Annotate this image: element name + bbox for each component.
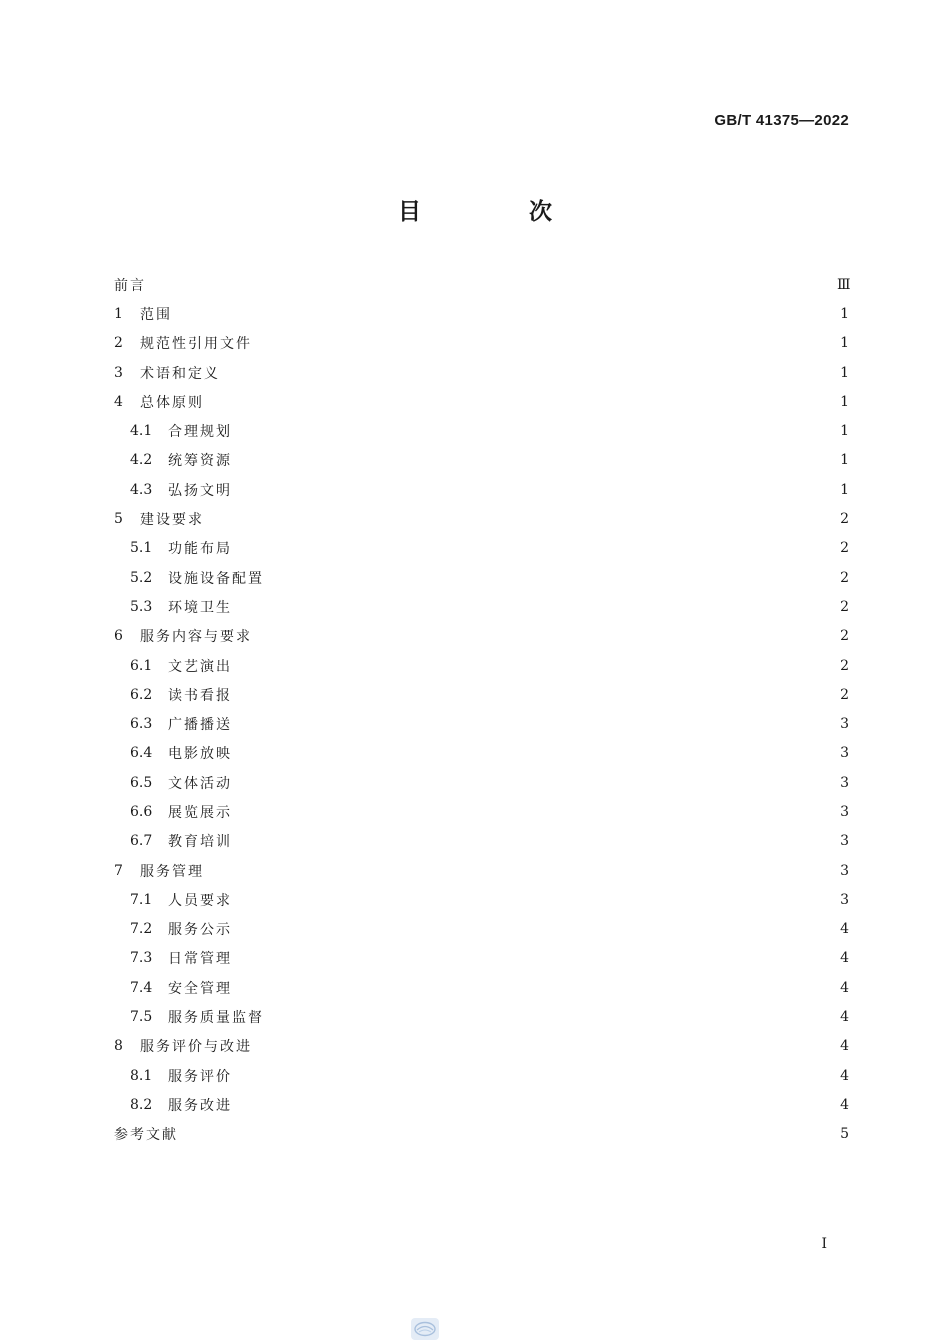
toc-entry-title: 服务评价 <box>168 1068 232 1085</box>
toc-dot-leader <box>242 746 831 760</box>
toc-dot-leader <box>182 307 831 321</box>
toc-dot-leader <box>242 424 831 438</box>
toc-entry-title: 服务评价与改进 <box>140 1039 252 1056</box>
toc-entry[interactable] <box>114 534 849 563</box>
toc-entry-page: 3 <box>840 833 849 850</box>
toc-entry[interactable] <box>114 475 849 504</box>
toc-entry-page: 1 <box>840 452 849 469</box>
toc-entry-number: 1 <box>114 305 123 322</box>
toc-entry-number: 6.3 <box>130 716 153 733</box>
toc-entry[interactable] <box>114 827 849 856</box>
toc-entry-title: 服务质量监督 <box>168 1010 264 1027</box>
toc-entry[interactable] <box>114 416 849 445</box>
toc-entry-page: 5 <box>840 1126 849 1143</box>
toc-entry-number: 5 <box>114 511 123 528</box>
toc-entry-page: 2 <box>840 628 849 645</box>
toc-entry-page: 3 <box>840 745 849 762</box>
toc-entry[interactable] <box>114 768 849 797</box>
toc-entry[interactable] <box>114 651 849 680</box>
toc-entry-title: 读书看报 <box>168 687 232 704</box>
toc-entry-page: 2 <box>840 598 849 615</box>
toc-dot-leader <box>188 1127 831 1141</box>
toc-entry[interactable] <box>114 387 849 416</box>
toc-entry-title: 安全管理 <box>168 980 232 997</box>
toc-dot-leader <box>242 717 831 731</box>
toc-entry[interactable] <box>114 592 849 621</box>
toc-entry[interactable] <box>114 329 849 358</box>
toc-entry[interactable] <box>114 885 849 914</box>
toc-entry[interactable] <box>114 1002 849 1031</box>
sac-logo-icon <box>411 1318 439 1340</box>
toc-entry[interactable] <box>114 446 849 475</box>
toc-entry-title: 文体活动 <box>168 775 232 792</box>
toc-entry-page: 2 <box>840 686 849 703</box>
toc-dot-leader <box>242 922 831 936</box>
toc-entry-page: 4 <box>840 1067 849 1084</box>
toc-entry-number: 6.5 <box>130 774 153 791</box>
toc-entry[interactable] <box>114 709 849 738</box>
toc-entry-title: 人员要求 <box>168 892 232 909</box>
toc-entry-page: 3 <box>840 774 849 791</box>
toc-entry-number: 4.3 <box>130 481 153 498</box>
page-number: Ⅰ <box>821 1236 827 1252</box>
toc-entry-title: 合理规划 <box>168 424 232 441</box>
toc-dot-leader <box>214 864 831 878</box>
toc-dot-leader <box>262 336 831 350</box>
toc-entry-page: 2 <box>840 540 849 557</box>
toc-dot-leader <box>242 834 831 848</box>
toc-dot-leader <box>242 776 831 790</box>
table-of-contents <box>114 270 849 1149</box>
toc-entry[interactable] <box>114 1090 849 1119</box>
toc-entry-page: 4 <box>840 1096 849 1113</box>
toc-entry-title: 展览展示 <box>168 804 232 821</box>
toc-entry-page: 2 <box>840 657 849 674</box>
toc-dot-leader <box>262 629 831 643</box>
toc-dot-leader <box>242 951 831 965</box>
toc-entry-number: 8 <box>114 1038 123 1055</box>
toc-entry-title: 范围 <box>140 306 172 323</box>
toc-dot-leader <box>242 659 831 673</box>
toc-dot-leader <box>214 512 831 526</box>
sac-logo-graphic <box>413 1320 437 1338</box>
toc-entry-number: 7.4 <box>130 979 153 996</box>
toc-entry-page: 3 <box>840 862 849 879</box>
toc-dot-leader <box>242 483 831 497</box>
toc-entry[interactable] <box>114 299 849 328</box>
page-title: 目 次 <box>397 199 602 225</box>
toc-entry-page: 4 <box>840 921 849 938</box>
toc-entry-page: 1 <box>840 423 849 440</box>
toc-entry-number: 6.2 <box>130 686 153 703</box>
toc-entry-number: 5.1 <box>130 540 153 557</box>
toc-entry-number: 4.2 <box>130 452 153 469</box>
toc-entry-number: 7.1 <box>130 891 153 908</box>
toc-entry-number: 7.5 <box>130 1009 153 1026</box>
toc-entry-page: 3 <box>840 891 849 908</box>
toc-entry[interactable] <box>114 358 849 387</box>
toc-entry-title: 总体原则 <box>140 394 204 411</box>
toc-dot-leader <box>242 453 831 467</box>
toc-dot-leader <box>274 571 831 585</box>
toc-entry-page: 4 <box>840 979 849 996</box>
toc-entry-title: 日常管理 <box>168 951 232 968</box>
toc-entry-number: 6.7 <box>130 833 153 850</box>
toc-entry-number: 5.3 <box>130 598 153 615</box>
standard-code: GB/T 41375—2022 <box>714 112 849 129</box>
toc-entry[interactable] <box>114 270 849 299</box>
toc-entry-page: 3 <box>840 716 849 733</box>
toc-entry-number: 4 <box>114 393 123 410</box>
toc-entry-number: 6 <box>114 628 123 645</box>
toc-entry-title: 服务内容与要求 <box>140 629 252 646</box>
toc-entry-title: 服务改进 <box>168 1097 232 1114</box>
toc-dot-leader <box>242 541 831 555</box>
toc-entry[interactable] <box>114 563 849 592</box>
toc-entry-title: 统筹资源 <box>168 453 232 470</box>
toc-entry-title: 术语和定义 <box>140 365 220 382</box>
toc-entry[interactable] <box>114 1032 849 1061</box>
toc-entry-title: 环境卫生 <box>168 599 232 616</box>
toc-dot-leader <box>156 278 831 292</box>
toc-entry-page: 1 <box>840 393 849 410</box>
toc-entry-number: 6.4 <box>130 745 153 762</box>
toc-entry-title: 设施设备配置 <box>168 570 264 587</box>
toc-entry-page: 1 <box>840 481 849 498</box>
toc-dot-leader <box>242 1098 831 1112</box>
toc-entry-title: 规范性引用文件 <box>140 336 252 353</box>
toc-entry[interactable] <box>114 504 849 533</box>
toc-entry-page: 4 <box>840 1038 849 1055</box>
toc-entry-title: 功能布局 <box>168 541 232 558</box>
toc-entry[interactable] <box>114 797 849 826</box>
toc-entry-number: 7 <box>114 862 123 879</box>
toc-entry[interactable] <box>114 944 849 973</box>
toc-entry[interactable] <box>114 739 849 768</box>
toc-dot-leader <box>274 1010 831 1024</box>
toc-dot-leader <box>242 981 831 995</box>
toc-entry-number: 7.2 <box>130 921 153 938</box>
toc-entry-title: 前言 <box>114 277 146 294</box>
toc-entry[interactable] <box>114 622 849 651</box>
toc-entry-number: 3 <box>114 364 123 381</box>
toc-dot-leader <box>214 395 831 409</box>
toc-entry-title: 服务公示 <box>168 922 232 939</box>
toc-entry-title: 建设要求 <box>140 512 204 529</box>
toc-dot-leader <box>242 893 831 907</box>
toc-entry-number: 8.2 <box>130 1096 153 1113</box>
toc-entry[interactable] <box>114 680 849 709</box>
toc-dot-leader <box>242 1069 831 1083</box>
toc-entry-number: 2 <box>114 335 123 352</box>
toc-entry-number: 4.1 <box>130 423 153 440</box>
toc-entry-title: 教育培训 <box>168 834 232 851</box>
toc-entry[interactable] <box>114 856 849 885</box>
toc-entry[interactable] <box>114 915 849 944</box>
toc-entry-title: 参考文献 <box>114 1127 178 1144</box>
toc-entry-page: Ⅲ <box>837 276 851 293</box>
toc-entry-title: 弘扬文明 <box>168 482 232 499</box>
toc-entry-number: 5.2 <box>130 569 153 586</box>
toc-entry-number: 8.1 <box>130 1067 153 1084</box>
toc-entry-title: 文艺演出 <box>168 658 232 675</box>
toc-dot-leader <box>262 1039 831 1053</box>
toc-entry-page: 3 <box>840 803 849 820</box>
toc-entry-page: 1 <box>840 335 849 352</box>
toc-dot-leader <box>230 366 831 380</box>
toc-entry-page: 1 <box>840 305 849 322</box>
toc-dot-leader <box>242 805 831 819</box>
toc-entry-number: 6.1 <box>130 657 153 674</box>
toc-dot-leader <box>242 600 831 614</box>
toc-entry-page: 4 <box>840 950 849 967</box>
toc-entry-page: 2 <box>840 511 849 528</box>
toc-entry-page: 1 <box>840 364 849 381</box>
toc-entry-title: 服务管理 <box>140 863 204 880</box>
toc-entry-page: 2 <box>840 569 849 586</box>
toc-entry-page: 4 <box>840 1009 849 1026</box>
toc-entry-title: 电影放映 <box>168 746 232 763</box>
toc-entry[interactable] <box>114 1061 849 1090</box>
toc-entry[interactable] <box>114 973 849 1002</box>
toc-dot-leader <box>242 688 831 702</box>
toc-entry-number: 6.6 <box>130 803 153 820</box>
toc-entry-number: 7.3 <box>130 950 153 967</box>
toc-entry-title: 广播播送 <box>168 717 232 734</box>
toc-entry[interactable] <box>114 1120 849 1149</box>
